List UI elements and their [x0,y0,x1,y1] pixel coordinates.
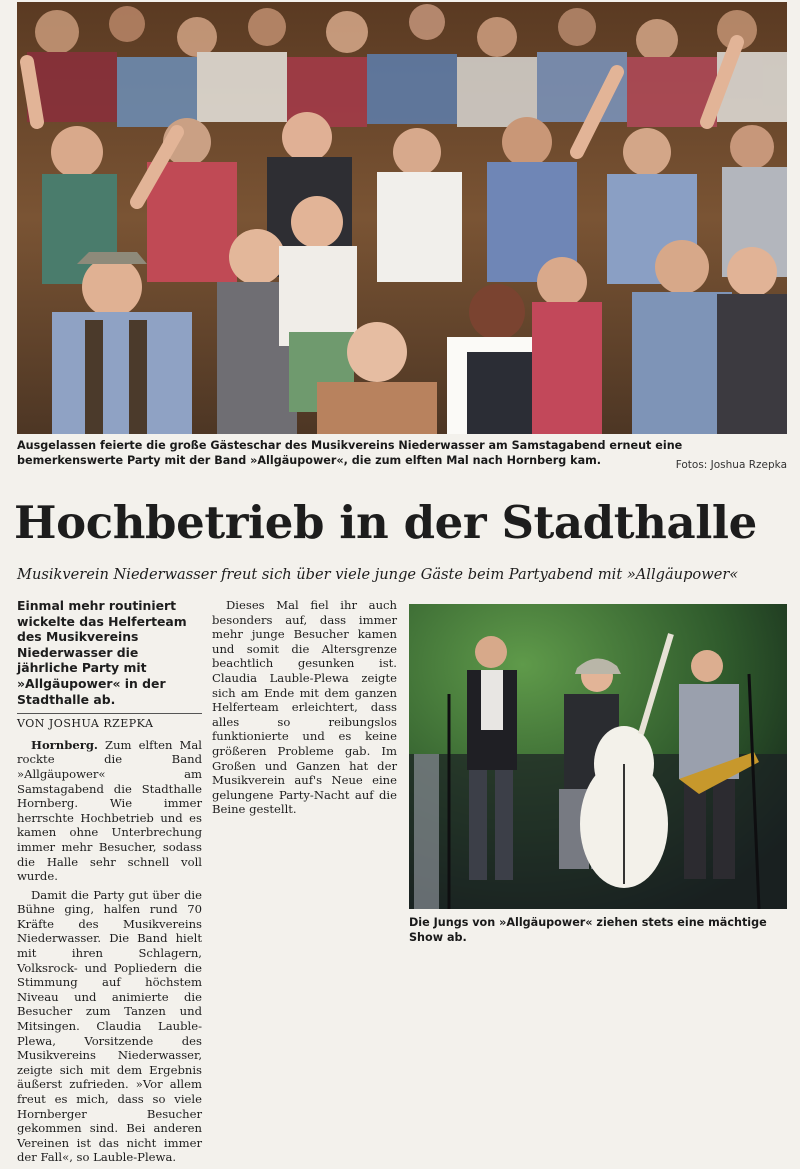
headline: Hochbetrieb in der Stadthalle [14,496,757,549]
photo-caption: Ausgelassen feierte die große Gästeschar des Musikvereins Niederwasser am Samstagabend erneut eine bemerkenswerte Party mit der Band »Allgäupower«, die zum elften Mal nach Hornberg kam. [17,439,683,467]
dateline: Hornberg. [31,737,98,752]
article-column-1 [17,598,202,1169]
paragraph-text: Zum elften Mal rockte die Band »Allgäupower« am Samstagabend die Stadthalle Hornberg. Wie immer herrschte Hochbetrieb und es kamen ohne Unterbrechung immer mehr Besucher, sodass die Halle sehr schnell voll wurde. [17,737,202,884]
photo-credit: Fotos: Joshua Rzepka [675,459,787,471]
band-photo [409,604,787,909]
article-paragraph-3: Dieses Mal fiel ihr auch besonders auf, dass immer mehr junge Besucher kamen und somit die Altersgrenze beachtlich gesunken ist. Claudia Lauble-Plewa zeigte sich am Ende mit dem ganzen Helferteam erleichtert, dass alles so reibungslos funktionierte und es keine größeren Probleme gab. Im Großen und Ganzen hat der Musikverein auf's Neue eine gelungene Party-Nacht auf die Beine gestellt. [212,598,397,817]
subheadline: Musikverein Niederwasser freut sich über viele junge Gäste beim Partyabend mit »Allgäupower« [17,566,739,583]
article-paragraph-1 [17,738,202,884]
author-byline: VON JOSHUA RZEPKA [17,713,202,732]
article-column-2 [212,598,397,821]
crowd-photo [17,2,787,434]
article-lead: Einmal mehr routiniert wickelte das Helferteam des Musikvereins Niederwasser die jährliche Party mit »Allgäupower« in der Stadthalle ab. [17,598,187,707]
band-photo-caption: Die Jungs von »Allgäupower« ziehen stets eine mächtige Show ab. [409,916,767,944]
article-paragraph-2: Damit die Party gut über die Bühne ging, halfen rund 70 Kräfte des Musikvereins Niederwasser. Die Band hielt mit ihren Schlagern, Volksrock- und Popliedern die Stimmung auf höchstem Niveau und animierte die Besucher zum Tanzen und Mitsingen. Claudia Lauble-Plewa, Vorsitzende des Musikvereins Niederwasser, zeigte sich mit dem Ergebnis äußerst zufrieden. »Vor allem freut es mich, dass so viele Hornberger Besucher gekommen sind. Bei anderen Vereinen ist das nicht immer der Fall«, so Lauble-Plewa. [17,887,202,1165]
